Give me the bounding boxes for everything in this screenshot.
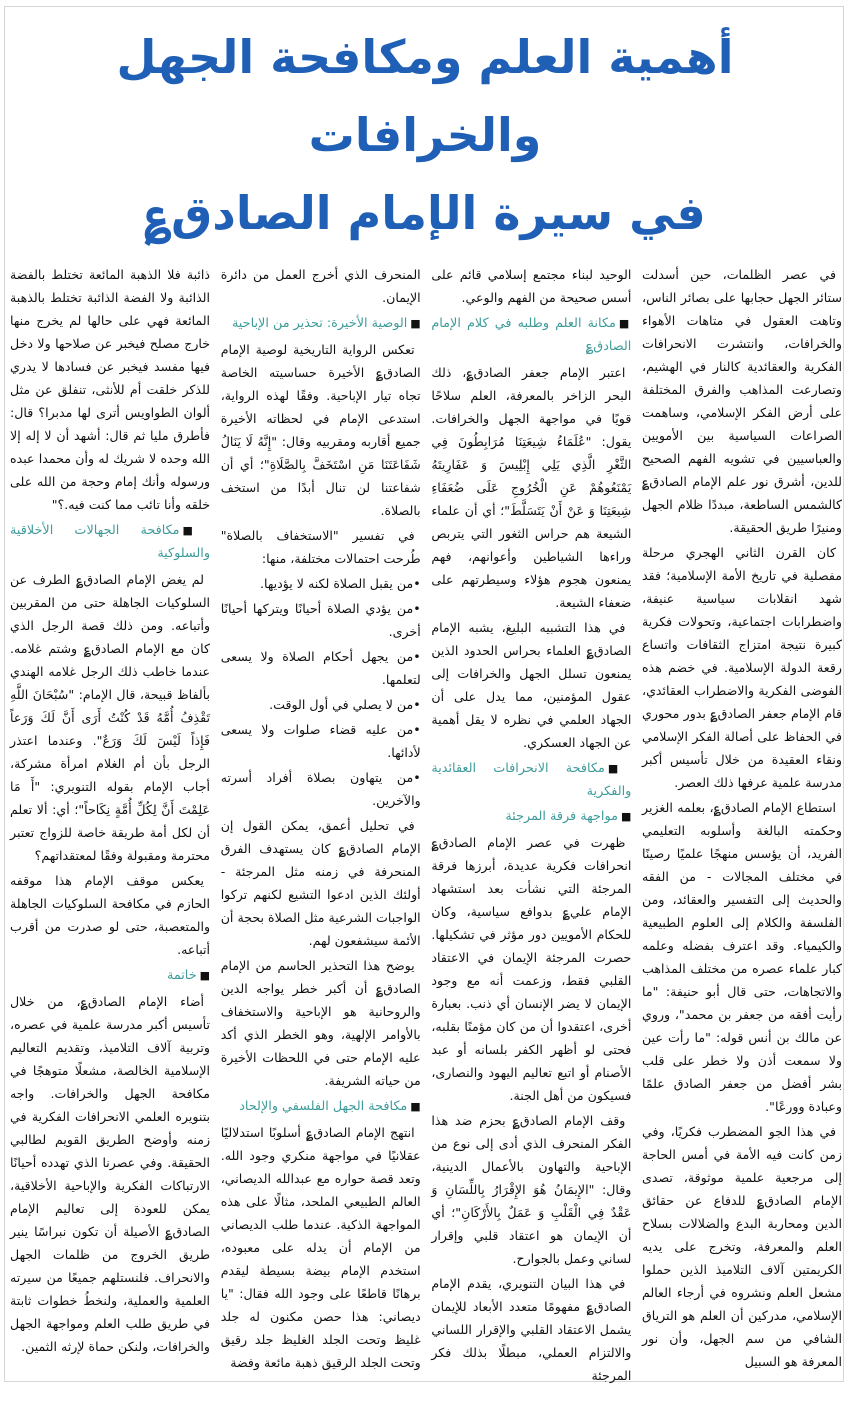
section-heading [431, 757, 631, 803]
paragraph: يعكس موقف الإمام هذا موقفه الحازم في مكافحة السلوكيات الجاهلة والمتعصبة، حتى لو صدرت من أقرب أتباعه. [10, 873, 211, 957]
paragraph: أضاء الإمام الصادق؏، من خلال تأسيس أكبر مدرسة علمية في عصره، وتربية آلاف التلاميذ، وتقديم التعاليم الإسلامية الخالصة، مشعلًا متوهجًا في مكافحة الجهل والخرافات. واجه بتنويره العلمي الانحرافات الفكرية في زمنه وأوضح الطريق القويم لطالبي الحقيقة. وفي عصرنا الذي تهدده أحيانًا الارتباكات الفكرية والإباحية الأخلاقية، يمكن للعودة إلى تعاليم الإمام الصادق؏ الأصيلة أن تكون نبراسًا ينير طريق الخروج من ظلمات الجهل والانحراف. فلنستلهم جميعًا من سيرته العلمية والعملية، ولنخطُ خطوات ثابتة في طريق طلب العلم ومواجهة الجهل والخرافات، ولنكن حماة لإرثه الثمين. [10, 994, 211, 1354]
section-heading-text: خاتمة [166, 968, 197, 983]
paragraph: في هذا التشبيه البليغ، يشبه الإمام الصادق؏ العلماء بحراس الحدود الذين يمنعون تسلل الجهل والخرافات إلى عقول المؤمنين، مما يدل على أن الجهاد العلمي في نظره لا يقل أهمية عن الجهاد العسكري. [431, 620, 632, 750]
square-bullet-icon: ■ [199, 969, 211, 982]
section-heading-text: مكافحة الجهل الفلسفي والإلحاد [239, 1099, 408, 1114]
paragraph: الوحيد لبناء مجتمع إسلامي قائم على أسس صحيحة من الفهم والوعي. [431, 267, 632, 305]
paragraph: وقف الإمام الصادق؏ بحزم ضد هذا الفكر المنحرف الذي أدى إلى نوع من الإباحية والتهاون بالأعمال الدينية، وقال: "الإِيمَانُ هُوَ الإِقْرَارُ بِاللِّسَانِ وَ عَقْدٌ فِي الْقَلْبِ وَ عَمَلٌ بِالأَرْكَانِ"؛ أي أن الإيمان هو اعتقاد قلبي وإقرار لساني وعمل بالجوارح. [431, 1113, 632, 1266]
paragraph: ذائبة فلا الذهبة المائعة تختلط بالفضة الذائبة ولا الفضة الذائبة تختلط بالذهبة المائعة فهي على حالها لم يخرج منها خارج مصلح فيخبر عن صلاحها ولا دخل فيها مفسد فيخبر عن فسادها لا يدري للذكر خلقت أم للأنثى، تنفلق عن مثل ألوان الطواويس أترى لها مدبرا؟ قال: فأطرق مليا ثم قال: أشهد أن لا إله إلا الله وحده لا شريك له وأن محمدا عبده ورسوله وأنك إمام وحجة من الله على خلقه وأنا تائب مما كنت فيه.؟" [10, 267, 211, 512]
section-heading-text: مكافحة الجهالات الأخلاقية والسلوكية [10, 523, 211, 561]
title-line-2: في سيرة الإمام الصادق؏ [144, 186, 706, 240]
section-heading [431, 312, 631, 358]
paragraph: المنحرف الذي أخرج العمل من دائرة الإيمان. [220, 267, 421, 305]
paragraph: استطاع الإمام الصادق؏، بعلمه الغزير وحكمته البالغة وأسلوبه التعليمي الفريد، أن يؤسس منهجًا علميًا رصينًا في مختلف المجالات - من الفقه والحديث إلى التفسير والعقائد، ومن الفلسفة والكلام إلى العلوم الطبيعية والكيمياء. وقد اعترف بفضله وعلمه كبار علماء عصره من مختلف المذاهب والاتجاهات، حتى قال أبو حنيفة: "ما رأيت أفقه من جعفر بن محمد"، وروي عن مالك بن أنس قوله: "ما رأت عين ولا سمعت أذن ولا خطر على قلب بشر أفضل من جعفر الصادق علمًا وعبادة وورعًا". [642, 800, 842, 1114]
column-4 [10, 262, 210, 1359]
square-bullet-icon: ■ [410, 1100, 421, 1113]
square-bullet-icon: ■ [618, 317, 632, 330]
paragraph: كان القرن الثاني الهجري مرحلة مفصلية في تاريخ الأمة الإسلامية؛ فقد شهد انقلابات سياسية عنيفة، واضطرابات اجتماعية، وتحولات فكرية كبيرة نتيجة امتزاج الثقافات واتساع رقعة الدولة الإسلامية. في خضم هذه الفوضى الفكرية والاضطراب العقائدي، قام الإمام جعفر الصادق؏ بدور محوري في الحفاظ على أصالة الفكر الإسلامي ونقاء العقيدة من خلال تأسيس أكبر مدرسة علمية عرفها ذلك العصر. [642, 545, 842, 790]
section-heading [10, 519, 210, 565]
paragraph: في تحليل أعمق، يمكن القول إن الإمام الصادق؏ كان يستهدف الفرق المنحرفة في زمنه مثل المرجئة - أولئك الذين ادعوا التشيع لكنهم تركوا الواجبات الشرعية مثل الصلاة بحجة أن الأئمة سيشفعون لهم. [220, 818, 421, 948]
list-item: •من يجهل أحكام الصلاة ولا يسعى لتعلمها. [220, 649, 421, 687]
section-heading-text: الوصية الأخيرة: تحذير من الإباحية [231, 316, 408, 331]
paragraph: انتهج الإمام الصادق؏ أسلوبًا استدلاليًا عقلانيًا في مواجهة منكري وجود الله. وتعد قصة حواره مع عبدالله الديصاني، العالم الطبيعي الملحد، مثالًا على هذه المواجهة الذكية. عندما طلب الديصاني من الإمام أن يدله على معبوده، استخدم الإمام بيضة بسيطة ليقدم برهانًا قاطعًا على وجود الله فقال: "يا ديصاني: هذا حصن مكنون له جلد غليظ وتحت الجلد الغليظ جلد رقيق وتحت الجلد الرقيق ذهبة مائعة وفضة [220, 1125, 421, 1370]
paragraph: في هذا الجو المضطرب فكريًا، وفي زمن كانت فيه الأمة في أمس الحاجة إلى مرجعية علمية موثوقة، تصدى الإمام الصادق؏ للدفاع عن حقائق الدين ومحاربة البدع والضلالات بسلاح العلم والمعرفة، وتخرج على يديه الكريمتين آلاف التلاميذ الذين حملوا مشعل العلم ونشروه في أرجاء العالم الإسلامي، مدركين أن العلم هو الترياق الشافي من سم الجهل، وأن نور المعرفة هو السبيل [642, 1124, 842, 1369]
section-heading-text: مواجهة فرقة المرجئة [505, 809, 618, 824]
list-item: •من يقبل الصلاة لكنه لا يؤديها. [260, 576, 421, 591]
article-body [10, 262, 842, 1388]
column-1 [642, 262, 842, 1374]
list-item: •من يتهاون بصلاة أفراد أسرته والآخرين. [220, 770, 421, 808]
section-heading [431, 805, 631, 828]
paragraph: في هذا البيان التنويري، يقدم الإمام الصادق؏ مفهومًا متعدد الأبعاد للإيمان يشمل الاعتقاد القلبي والإقرار اللساني والالتزام العملي، مبطلًا بذلك فكر المرجئة [431, 1276, 632, 1383]
paragraph: في عصر الظلمات، حين أسدلت ستائر الجهل حجابها على بصائر الناس، وتاهت العقول في متاهات الأهواء والخرافات، وانتشرت الانحرافات الفكرية والعقائدية كالنار في الهشيم، وتصارعت المذاهب والفرق المختلفة على أرض الفكر الإسلامي، وساهمت الصراعات السياسية بين الأمويين والعباسيين في تشويه الفهم الصحيح للدين، أشرق نور علم الإمام الصادق؏ كالشمس الساطعة، مبددًا ظلام الجهل ومنيرًا طريق الحقيقة. [642, 267, 842, 535]
list-item: •من لا يصلي في أول الوقت. [269, 697, 421, 712]
square-bullet-icon: ■ [607, 762, 632, 775]
paragraph: لم يغض الإمام الصادق؏ الطرف عن السلوكيات الجاهلة حتى من المقربين وأتباعه. ومن ذلك قصة الرجل الذي كان مع الإمام الصادق؏ وشتم غلامه. عندما خاطب ذلك الرجل غلامه الهندي بألفاظ قبيحة، قال الإمام: "سُبْحَانَ اللَّهِ تَقْذِفُ أُمَّهُ قَدْ كُنْتُ أَرَى أَنَّ لَكَ وَرَعاً فَإِذاً لَيْسَ لَكَ وَرَعٌ". وعندما اعتذر الرجل بأن أم الغلام امرأة مشركة، أجاب الإمام بقوله التنويري: "أَ مَا عَلِمْتَ أَنَّ لِكُلِّ أُمَّةٍ نِكَاحاً"؛ أي: ألا تعلم أن لكل أمة طريقة خاصة للزواج تعتبر محترمة ومقبولة وفقًا لمعتقداتهم؟ [10, 572, 211, 863]
paragraph: تعكس الرواية التاريخية لوصية الإمام الصادق؏ الأخيرة حساسيته الخاصة تجاه تيار الإباحية. وفقًا لهذه الرواية، استدعى الإمام في لحظاته الأخيرة جميع أقاربه ومقربيه وقال: "إِنَّهُ لَا يَنَالُ شَفَاعَتَنَا مَنِ اسْتَخَفَّ بِالصَّلَاةِ"؛ أي أن شفاعتنا لن تنال أبدًا من استخف بالصلاة. [220, 342, 421, 518]
section-heading-text: مكافحة الانحرافات العقائدية والفكرية [431, 761, 632, 799]
paragraph: اعتبر الإمام جعفر الصادق؏، ذلك البحر الزاخر بالمعرفة، العلم سلاحًا قويًا في مواجهة الجهل والخرافات. يقول: "عُلَمَاءُ شِيعَتِنَا مُرَابِطُونَ فِي الثَّغْرِ الَّذِي يَلِي إِبْلِيسَ وَ عَفَارِيتَهُ يَمْنَعُوهُمْ عَنِ الْخُرُوجِ عَلَى ضُعَفَاءِ شِيعَتِنَا وَ عَنْ أَنْ يَتَسَلَّطَ"؛ أي أن علماء الشيعة هم حراس الثغور التي يتربص وراءها الشياطين وأعوانهم، فهم يمنعون هجوم هؤلاء وسيطرتهم على ضعفاء الشيعة. [431, 365, 632, 610]
section-heading [221, 1095, 421, 1118]
column-2 [431, 262, 631, 1388]
section-heading [221, 312, 421, 335]
list-item: •من يؤدي الصلاة أحيانًا ويتركها أحيانًا أخرى. [220, 601, 421, 639]
section-heading-text: مكانة العلم وطلبه في كلام الإمام الصادق؏ [431, 316, 632, 354]
square-bullet-icon: ■ [620, 810, 632, 823]
paragraph: ظهرت في عصر الإمام الصادق؏ انحرافات فكرية عديدة، أبرزها فرقة المرجئة التي نشأت بعد استشهاد الإمام علي؏ بدوافع سياسية، وكان للحكام الأمويين دور مؤثر في تشكيلها. حصرت المرجئة الإيمان في الاعتقاد القلبي فقط، وزعمت أنه مع وجود الإيمان لا يضر الإنسان أي ذنب. بعبارة أخرى، اعتقدوا أن من كان مؤمنًا بقلبه، فحتى لو أظهر الكفر بلسانه أو عبد الأصنام أو اتبع تعاليم اليهود والنصارى، فسيكون من أهل الجنة. [431, 835, 632, 1103]
paragraph: في تفسير "الاستخفاف بالصلاة" طُرحت احتمالات مختلفة، منها: [220, 528, 421, 566]
paragraph: يوضح هذا التحذير الحاسم من الإمام الصادق؏ أن أكبر خطر يواجه الدين والروحانية هو الإباحية والاستخفاف بالأوامر الإلهية، وهو الخطر الذي أكد عليه الإمام حتى في اللحظات الأخيرة من حياته الشريفة. [220, 958, 421, 1088]
list-item: •من عليه قضاء صلوات ولا يسعى لأدائها. [220, 722, 421, 760]
title-line-1: أهمية العلم ومكافحة الجهل والخرافات [116, 30, 734, 162]
section-heading [10, 964, 210, 987]
column-3 [221, 262, 421, 1375]
square-bullet-icon: ■ [182, 524, 211, 537]
square-bullet-icon: ■ [410, 317, 421, 330]
